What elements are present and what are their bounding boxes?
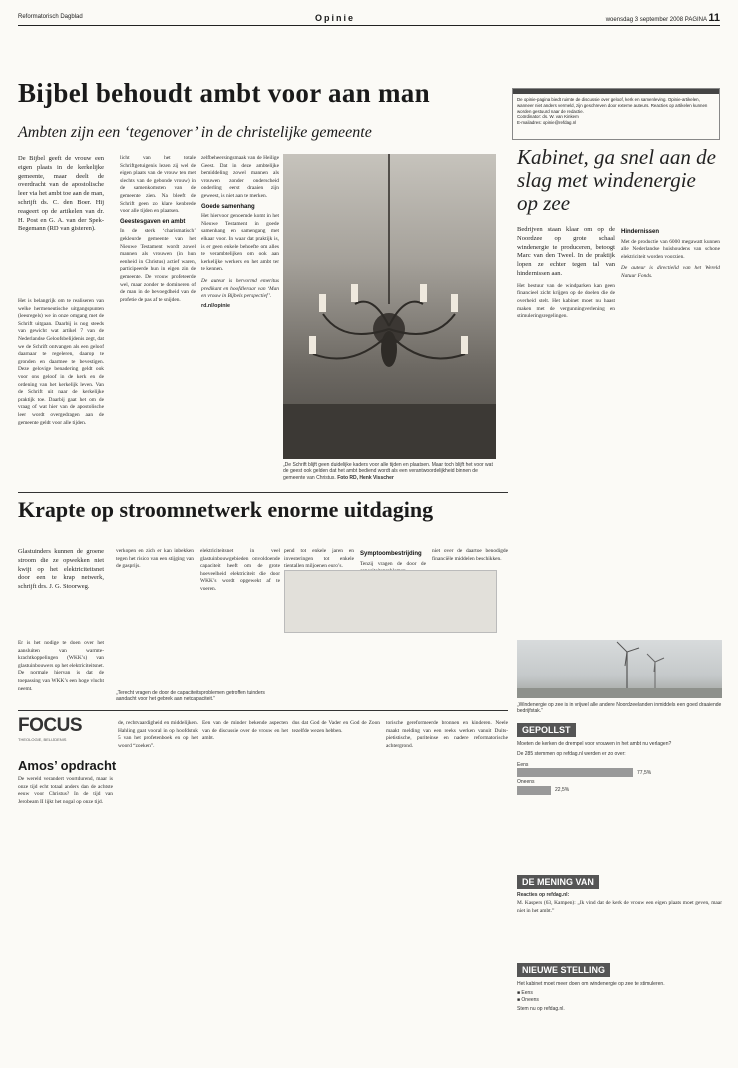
info-box-text: De opinie-pagina biedt ruimte de discussie over geloof, kerk en samenleving. Opinie-artikelen, wanneer niet anders vermeld, zijn geschreven door externe auteurs. Reacties op artikelen kunnen worden gestuurd naar de redactie.	[517, 97, 708, 114]
reader-text: M. Kaspers (63, Kampen): „Ik vind dat de kerk de vrouw een eigen plaats moet geven, maar niet in het ambt.”	[517, 900, 722, 914]
focus-logo	[18, 715, 80, 755]
article1-col3-text: zelfbeheersingsmaak van de Heilige Geest. Dat in deze ambtelijke bemiddeling zowel mannen als vrouwen zonder onderscheid onderling eerst draaien zijn geweest, is niet aan te merken.	[201, 155, 279, 199]
article3-col6: niet over de daartoe benodigde financiële middelen beschikken.	[432, 548, 508, 562]
article1-headline: Bijbel behoudt ambt voor aan man	[18, 78, 430, 108]
reader-opinion-box	[517, 872, 722, 950]
article2-body2: Met de productie van 6000 megawatt kunnen alle Nederlandse huishoudens van schone elektriciteit worden voorzien.	[621, 238, 720, 260]
article4-col4: dus dat God de Vader en God de Zoon tezelfde wezen hebben.	[292, 720, 380, 734]
section-name: Opinie	[315, 13, 356, 23]
graph-caption: „Terecht vragen de door de capaciteitsproblemen getroffen tuinders aandacht voor het gebrek aan netcapaciteit.”	[116, 690, 265, 703]
article4-col3: Een van de minder bekende aspecten van de discussie over de vrouw en het ambt.	[202, 720, 288, 742]
chandelier-photo	[283, 154, 496, 459]
poll-label: GEPOLLST	[517, 723, 576, 737]
article1-col2	[120, 155, 196, 480]
statement-box	[517, 960, 722, 1013]
page-header	[18, 4, 720, 26]
article1-link[interactable]: rd.nl/opinie	[201, 302, 231, 309]
article2-heading: Hindernissen	[621, 229, 660, 235]
page-number: 11	[708, 12, 720, 24]
date: woensdag 3 september 2008	[605, 17, 684, 23]
poll-bar-no	[517, 786, 551, 795]
statement-option-no[interactable]: ■ Oneens	[517, 996, 539, 1003]
turbines-illustration	[517, 640, 722, 698]
article2-col2	[621, 226, 720, 626]
poll-option-no-percent: 22,5%	[555, 786, 570, 793]
poll-option-yes-label: Eens	[517, 761, 529, 768]
article3-lede: Glastuinders kunnen de groene stroom die ze opwekken niet kwijt op het elektriciteitsnet door een te krap netwerk, schrijft drs. J. G. Stoorweg.	[18, 548, 104, 591]
statement-text: Het kabinet moet meer doen om windenergie op zee te stimuleren.	[517, 981, 665, 987]
poll-options	[517, 762, 722, 795]
page-label: PAGINA	[684, 17, 707, 23]
statement-option-yes[interactable]: ■ Eens	[517, 990, 533, 997]
poll-question: Moeten de kerken de drempel voor vrouwen in het ambt nu verlagen?	[517, 741, 672, 747]
article3-col5-heading: Symptoombestrijding	[360, 551, 422, 557]
statement-option-no-label: Oneens	[521, 996, 539, 1003]
article1-col2b-text: In de sterk ‘charismatisch’ gekleurde gemeente van het Nieuwe Testament wordt zowel mannen als vrouwen (in hun eenheid in Christus) actief waren, participeerde hun in eigen zin de gemeente. De vrouw profeteerde wel, maar zonder te domineren of de man in de bevoegdheid van de profetie de pas af te snijden.	[120, 228, 196, 303]
focus-logo-subtitle: THEOLOGIE, BELIJDENIS	[18, 737, 67, 742]
info-box-coordinator: Coördinator: ds. W. van Kinkem	[517, 114, 579, 120]
article2-signature: De auteur is directielid van het Wereld Natuur Fonds.	[621, 265, 720, 279]
poll-bar-yes	[517, 768, 633, 777]
article1-signature: De auteur is hervormd emeritus predikant en hoofdleraar van ‘Man en vrouw in Bijbels perspectief’.	[201, 277, 279, 300]
article3-col3: elektriciteitsnet in veel glastuinbouwgebieden onvoldoende capaciteit heeft om de grote hoeveelheid elektriciteit die door WKK’s wordt opgewekt af te voeren.	[200, 548, 280, 592]
article1-col2-heading: Geestesgaven en ambt	[120, 218, 186, 225]
article3-headline: Krapte op stroomnetwerk enorme uitdaging	[18, 497, 434, 522]
article3-col4: pend tot enkele jaren en investeringen tot enkele tientallen miljoenen euro’s.	[284, 548, 354, 568]
article1-col1: Het is belangrijk om te realiseren van welke hermeneutische uitgangspunten (leesregels) we in onze omgang met de Schrift uitgaan. Daarbij is nog steeds van gewicht wat artikel 7 van de Nederlandse Geloofsbelijdenis zegt, dat we de Schrift ontvangen als een geloof daarnaar te regeleren, daarop te gronden en daarmee te bevestigen. Deze gelovige benadering geldt ook voor ons geloof in de kerk en de ordening van het kerkelijk leven. Van de Schrift uit naar de kerkelijke praktijk toe. Daarbij gaat het om de vraag of wat hier van de apostolische leer wordt overgedragen aan de gemeente geldt voor alle tijden.	[18, 298, 104, 426]
poll-box	[517, 720, 722, 795]
chandelier-illustration	[283, 154, 496, 459]
article3-col2: verkopen en zich er kan inbekken tegen het risico van een stijging van de gasprijs.	[116, 548, 194, 570]
article1-col3	[201, 155, 279, 480]
article2-body: Het bestuur van de windparken kan geen financieel zicht krijgen op de doelen die de overheid stelt. Het kabinet moet nu haast maken met de vergunningverlening en stimuleringsregelingen.	[517, 282, 615, 320]
wind-turbine-photo	[517, 640, 722, 698]
newspaper-name: Reformatorisch Dagblad	[18, 14, 83, 20]
article4-col2: de, rechtvaardigheid en middelijken. Hahling gaat vooral in op hoofdstuk 5 van het profetenboek en op het woord “zoeken”.	[118, 720, 198, 749]
poll-subtitle: De 285 stemmen op refdag.nl werden er zo over:	[517, 751, 626, 758]
divider	[18, 492, 508, 493]
reader-subtitle: Reacties op refdag.nl:	[517, 892, 570, 898]
statement-option-yes-label: Eens	[521, 990, 533, 997]
poll-option-no-label: Oneens	[517, 779, 535, 786]
article1-col2-text: licht van het totale Schriftgetuigenis lezen zij wel de eigen plaats van de vrouw ten met slechts van de gebonde vrouw) in de samenkomsten van de gemeente zien. Na bleeft de Schrift geen zo klare kenbrede voor alle tijden en plaatsen.	[120, 155, 196, 215]
article1-lede: De Bijbel geeft de vrouw een eigen plaats in de kerkelijke gemeente, maar deelt de overdracht van de apostolische leer via het ambt toe aan de man, schrijft ds. C. den Boer. Hij reageert op de artikelen van dr. H. Post en G. A. van der Spek-Begemann (RD van gisteren).	[18, 155, 104, 233]
statement-cta[interactable]: Stem nu op refdag.nl.	[517, 1006, 565, 1013]
info-box-email[interactable]: E-mailadres: opinie@refdag.nl	[517, 120, 577, 126]
article4-headline: Amos’ opdracht	[18, 758, 117, 773]
article3-col5-text: Tenzij vragen de door de	[360, 560, 426, 567]
article4-col1: De wereld verandert voortdurend, maar is onze tijd echt totaal anders dan de achtste eeuw voor Christus? In de tijd van Jerobeam II lijkt het nogal op onze tijd.	[18, 776, 113, 805]
article2-lede: Bedrijven staan klaar om op de Noordzee op grote schaal windenergie te produceren, betoogt Marc van den Tweel. In de praktijk lopen ze echter tegen tal van hindernissen aan.	[517, 226, 615, 277]
article3-col1: Er is het nodige te doen over het aansluiten van warmte-krachtkoppelingen (WKK’s) van glastuinbouwers op het elektriciteitsnet. De normale hiervan is dat de toepassing van WKK’s een hoge vlucht neemt.	[18, 640, 104, 692]
article1-col3-heading: Goede samenhang	[201, 203, 255, 210]
info-box-bar	[513, 89, 719, 94]
poll-option-yes-percent: 77,5%	[637, 769, 652, 776]
photo-credit: Foto RD, Henk Visscher	[337, 474, 394, 481]
network-graphic	[284, 570, 497, 633]
divider-2	[18, 710, 508, 711]
article2-col1	[517, 226, 615, 626]
article4-col5: torische gereformeerde bronnen en kinderen. Neele maakt melding van een reeks werken vanuit Duits-pietistische, puriteinse en nadere reformatorische achtergrond.	[386, 720, 508, 749]
turbine-caption: „Windenergie op zee is in vrijwel alle andere Noordzeelanden inmiddels een goed draaiende bedrijfstak.”	[517, 702, 722, 715]
article1-caption	[283, 462, 496, 488]
statement-label: NIEUWE STELLING	[517, 963, 610, 977]
article1-subhead: Ambten zijn een ‘tegenover’ in de christelijke gemeente	[18, 124, 372, 141]
article2-headline: Kabinet, ga snel aan de slag met windenergie op zee	[517, 145, 716, 215]
caption-text: „De Schrift blijft geen duidelijke kaders voor alle tijden en plaatsen. Maar toch blijft het voor wat de geest ook gelden dat het ambt bediend wordt als een verantwoordelijkheid binnen de gemeente van Christus.	[283, 462, 493, 481]
opinion-info-box	[512, 88, 720, 140]
reader-label: DE MENING VAN	[517, 875, 599, 889]
focus-logo-text: FOCUS	[18, 715, 82, 736]
article1-col3b-text: Het hiervoor genoemde komt in het Nieuwe Testament in goede samenhang en samengang met elkaar voor. In waar dat praktijk is, is er geen enkele behoefte om alles te verambtelijken om ook aan kerkelijke werkers en het ambt ter te kennen.	[201, 213, 279, 273]
page-info	[606, 12, 720, 24]
